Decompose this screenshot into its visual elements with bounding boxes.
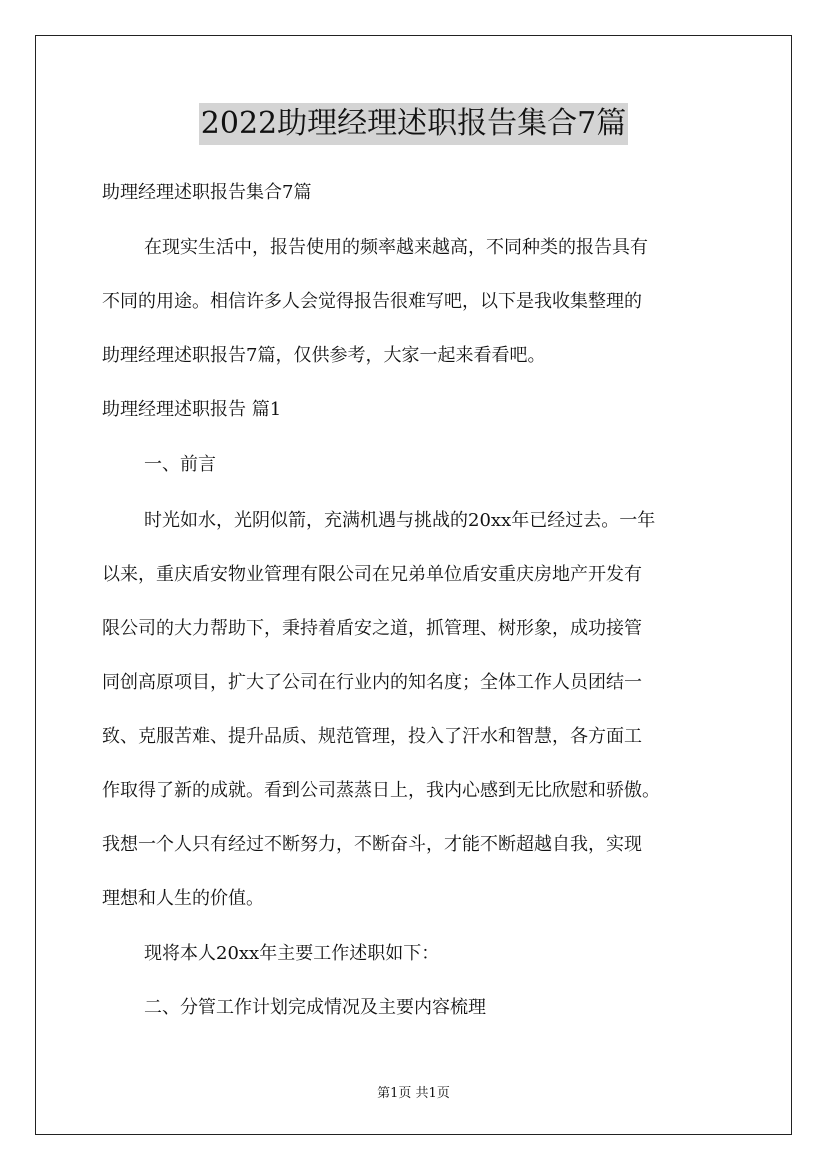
body-line: 理想和人生的价值。 bbox=[102, 888, 264, 909]
body-line: 我想一个人只有经过不断努力，不断奋斗，才能不断超越自我，实现 bbox=[102, 834, 642, 855]
body-line: 限公司的大力帮助下，秉持着盾安之道，抓管理、树形象，成功接管 bbox=[102, 618, 642, 639]
report-intro: 现将本人20xx年主要工作述职如下： bbox=[144, 943, 440, 964]
document-subtitle-block bbox=[102, 166, 732, 220]
intro-paragraph bbox=[102, 221, 732, 383]
page-footer bbox=[0, 1082, 827, 1101]
body-line: 作取得了新的成就。看到公司蒸蒸日上，我内心感到无比欣慰和骄傲。 bbox=[102, 780, 660, 801]
body-line: 同创高原项目，扩大了公司在行业内的知名度；全体工作人员团结一 bbox=[102, 672, 642, 693]
document-title: 2022助理经理述职报告集合7篇 bbox=[199, 103, 628, 145]
section-two-heading-block bbox=[102, 981, 732, 1035]
body-line: 以来，重庆盾安物业管理有限公司在兄弟单位盾安重庆房地产开发有 bbox=[102, 564, 642, 585]
body-paragraph bbox=[102, 494, 732, 926]
body-line: 时光如水，光阴似箭，充满机遇与挑战的20xx年已经过去。一年 bbox=[144, 510, 656, 531]
section-two-heading: 二、分管工作计划完成情况及主要内容梳理 bbox=[144, 997, 486, 1018]
section-heading-block bbox=[102, 383, 732, 437]
preface-heading-block bbox=[102, 438, 732, 492]
document-subtitle: 助理经理述职报告集合7篇 bbox=[102, 182, 312, 203]
page-number: 第1页 共1页 bbox=[377, 1086, 450, 1101]
intro-line: 在现实生活中，报告使用的频率越来越高，不同种类的报告具有 bbox=[144, 237, 648, 258]
intro-line: 助理经理述职报告7篇，仅供参考，大家一起来看看吧。 bbox=[102, 345, 546, 366]
intro-line: 不同的用途。相信许多人会觉得报告很难写吧，以下是我收集整理的 bbox=[102, 291, 642, 312]
section-heading: 助理经理述职报告 篇1 bbox=[102, 399, 282, 420]
document-title-block bbox=[0, 103, 827, 145]
preface-heading: 一、前言 bbox=[144, 454, 216, 475]
body-line: 致、克服苦难、提升品质、规范管理，投入了汗水和智慧，各方面工 bbox=[102, 726, 642, 747]
report-intro-block bbox=[102, 927, 732, 981]
